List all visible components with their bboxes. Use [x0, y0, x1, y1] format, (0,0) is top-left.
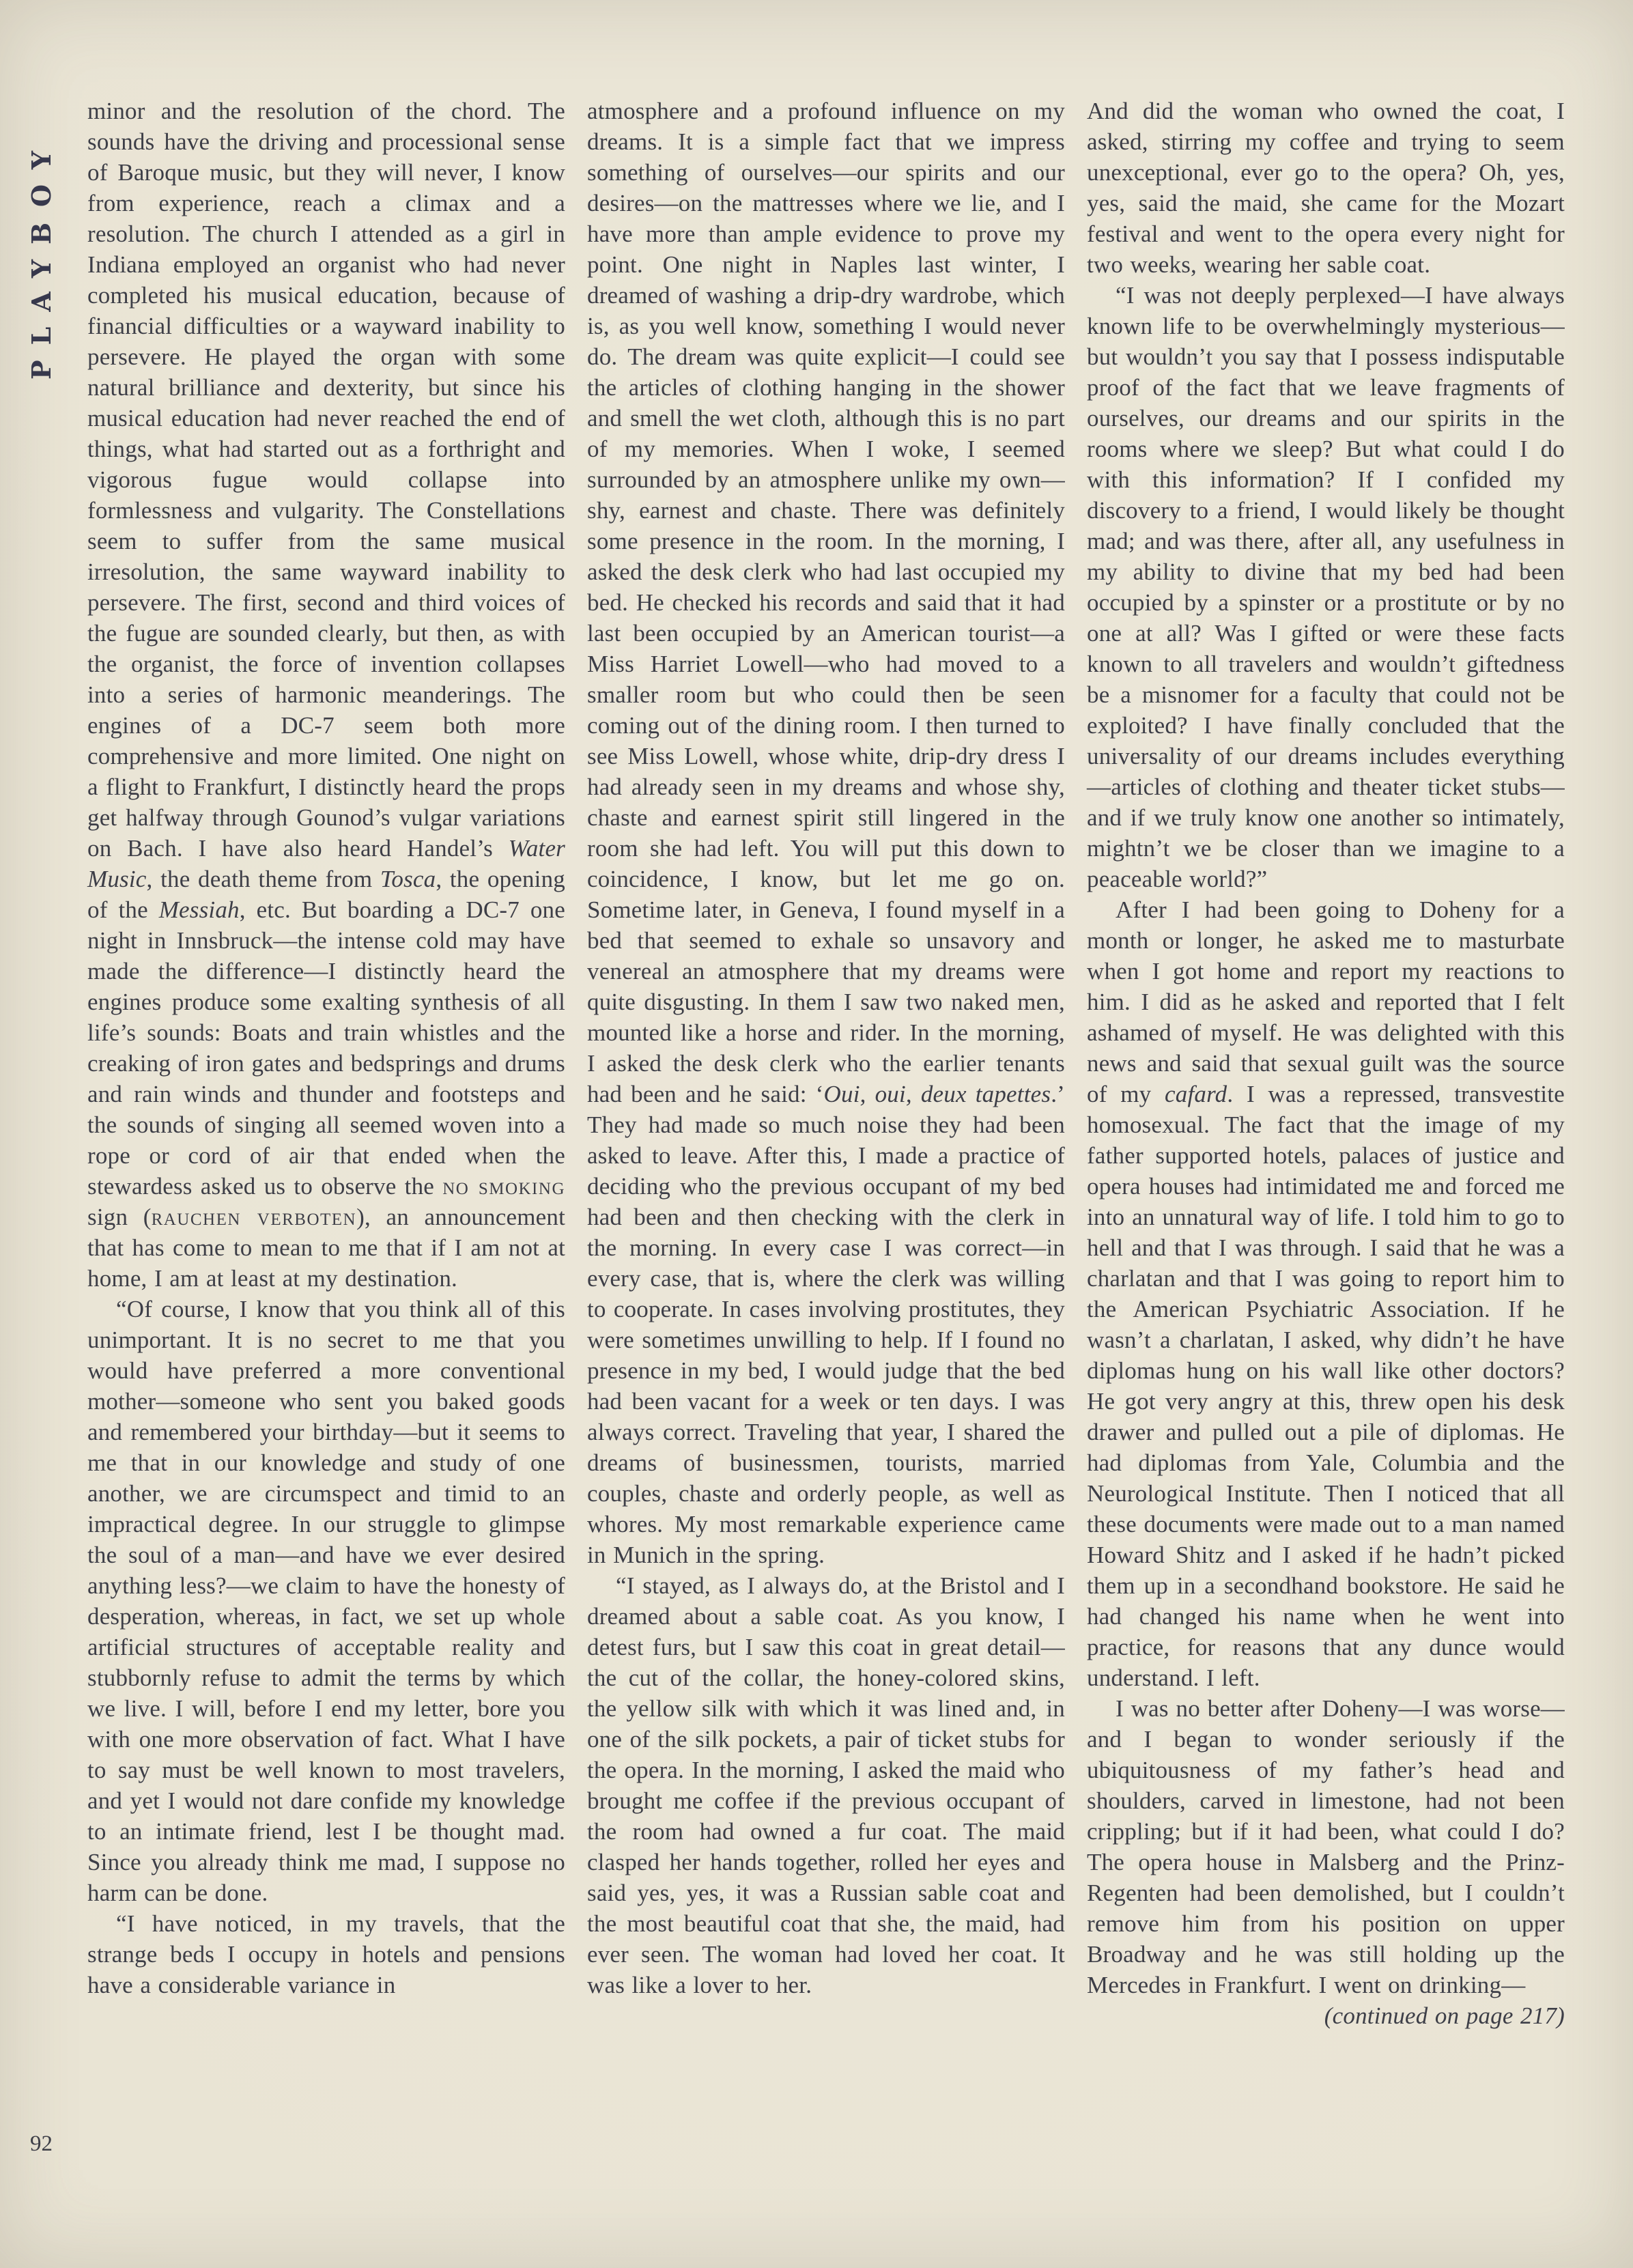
text-column-1	[87, 96, 565, 2031]
paragraph: “Of course, I know that you think all of this unimportant. It is no secret to me that you would have preferred a more conventional mother—someone who sent you baked goods and remembered your birthday—but it seems to me that in our knowledge and study of one another, we are circumspect and timid to an impractical degree. In our struggle to glimpse the soul of a man—and have we ever desired anything less?—we claim to have the honesty of desperation, whereas, in fact, we set up whole artificial structures of acceptable reality and stubbornly refuse to admit the terms by which we live. I will, before I end my letter, bore you with one more observation of fact. What I have to say must be well known to most travelers, and yet I would not dare confide my knowledge to an intimate friend, lest I be thought mad. Since you already think me mad, I suppose no harm can be done.	[87, 1296, 565, 1906]
text-column-3	[1087, 96, 1565, 2031]
text-column-2	[587, 96, 1065, 2031]
paragraph: And did the woman who owned the coat, I asked, stirring my coffee and trying to seem unexceptional, ever go to the opera? Oh, yes, yes, said the maid, she came for the Mozart festival and went to the opera every night for two weeks, wearing her sable coat.	[1087, 98, 1565, 278]
paragraph: I was no better after Doheny—I was worse—and I began to wonder seriously if the ubiquitousness of my father’s head and shoulders, carved in limestone, had not been crippling; but if it had been, what could I do? The opera house in Malsberg and the Prinz-Regenten had been demolished, but I couldn’t remove him from his position on upper Broadway and he was still holding up the Mercedes in Frankfurt. I went on drinking—	[1087, 1695, 1565, 1998]
magazine-logo-vertical: PLAYBOY	[26, 135, 57, 380]
paragraph: “I was not deeply perplexed—I have always known life to be overwhelmingly mysterious—but wouldn’t you say that I possess indisputable proof of the fact that we leave fragments of ourselves, our dreams and our spirits in the rooms where we sleep? But what could I do with this information? If I confided my discovery to a friend, I would likely be thought mad; and was there, after all, any usefulness in my ability to divine that my bed had been occupied by a spinster or a prostitute or by no one at all? Was I gifted or were these facts known to all travelers and wouldn’t giftedness be a misnomer for a faculty that could not be exploited? I have finally concluded that the universality of our dreams includes everything—articles of clothing and theater ticket stubs—and if we truly know one another so intimately, mightn’t we be closer than we imagine to a peaceable world?”	[1087, 282, 1565, 892]
paragraph: minor and the resolution of the chord. The sounds have the driving and processional sense of Baroque music, but they will never, I know from experience, reach a climax and a resolution. The church I attended as a girl in Indiana employed an organist who had never completed his musical education, because of financial difficulties or a wayward inability to persevere. He played the organ with some natural brilliance and dexterity, but since his musical education had never reached the end of things, what had started out as a forthright and vigorous fugue would collapse into formlessness and vulgarity. The Constellations seem to suffer from the same musical irresolution, the same wayward inability to persevere. The first, second and third voices of the fugue are sounded clearly, but then, as with the organist, the force of invention collapses into a series of harmonic meanderings. The engines of a DC-7 seem both more comprehensive and more limited. One night on a flight to Frankfurt, I distinctly heard the props get halfway through Gounod’s vulgar variations on Bach. I have also heard Handel’s Water Music, the death theme from Tosca, the opening of the Messiah, etc. But boarding a DC-7 one night in Innsbruck—the intense cold may have made the difference—I distinctly heard the engines produce some exalting synthesis of all life’s sounds: Boats and train whistles and the creaking of iron gates and bedsprings and drums and rain winds and thunder and footsteps and the sounds of singing all seemed woven into a rope or cord of air that ended when the stewardess asked us to observe the no smoking sign (rauchen verboten), an announcement that has come to mean to me that if I am not at home, I am at least at my destination.	[87, 98, 565, 1292]
continued-note: (continued on page 217)	[1324, 2002, 1565, 2029]
paragraph: “I have noticed, in my travels, that the strange beds I occupy in hotels and pensions have a considerable variance in	[87, 1910, 565, 1998]
paragraph: atmosphere and a profound influence on my dreams. It is a simple fact that we impress something of ourselves—our spirits and our desires—on the mattresses where we lie, and I have more than ample evidence to prove my point. One night in Naples last winter, I dreamed of washing a drip-dry wardrobe, which is, as you well know, something I would never do. The dream was quite explicit—I could see the articles of clothing hanging in the shower and smell the wet cloth, although this is no part of my memories. When I woke, I seemed surrounded by an atmosphere unlike my own—shy, earnest and chaste. There was definitely some presence in the room. In the morning, I asked the desk clerk who had last occupied my bed. He checked his records and said that it had last been occupied by an American tourist—a Miss Harriet Lowell—who had moved to a smaller room but who could then be seen coming out of the dining room. I then turned to see Miss Lowell, whose white, drip-dry dress I had already seen in my dreams and whose shy, chaste and earnest spirit still lingered in the room she had left. You will put this down to coincidence, I know, but let me go on. Sometime later, in Geneva, I found myself in a bed that seemed to exhale so unsavory and venereal an atmosphere that my dreams were quite disgusting. In them I saw two naked men, mounted like a horse and rider. In the morning, I asked the desk clerk who the earlier tenants had been and he said: ‘Oui, oui, deux tapettes.’ They had made so much noise they had been asked to leave. After this, I made a practice of deciding who the previous occupant of my bed had been and then checking with the clerk in the morning. In every case I was correct—in every case, that is, where the clerk was willing to cooperate. In cases involving prostitutes, they were sometimes unwilling to help. If I found no presence in my bed, I would judge that the bed had been vacant for a week or ten days. I was always correct. Traveling that year, I shared the dreams of businessmen, tourists, married couples, chaste and orderly people, as well as whores. My most remarkable experience came in Munich in the spring.	[587, 98, 1065, 1568]
page-number: 92	[30, 2131, 53, 2156]
article-body	[87, 96, 1565, 2031]
paragraph: “I stayed, as I always do, at the Bristol and I dreamed about a sable coat. As you know, I detest furs, but I saw this coat in great detail—the cut of the collar, the honey-colored skins, the yellow silk with which it was lined and, in one of the silk pockets, a pair of ticket stubs for the opera. In the morning, I asked the maid who brought me coffee if the previous occupant of the room had owned a fur coat. The maid clasped her hands together, rolled her eyes and said yes, yes, it was a Russian sable coat and the most beautiful coat that she, the maid, had ever seen. The woman had loved her coat. It was like a lover to her.	[587, 1572, 1065, 1998]
paragraph: After I had been going to Doheny for a month or longer, he asked me to masturbate when I got home and report my reactions to him. I did as he asked and reported that I felt ashamed of myself. He was delighted with this news and said that sexual guilt was the source of my cafard. I was a repressed, transvestite homosexual. The fact that the image of my father supported hotels, palaces of justice and opera houses had intimidated me and forced me into an unnatural way of life. I told him to go to hell and that I was through. I said that he was a charlatan and that I was going to report him to the American Psychiatric Association. If he wasn’t a charlatan, I asked, why didn’t he have diplomas hung on his wall like other doctors? He got very angry at this, threw open his desk drawer and pulled out a pile of diplomas. He had diplomas from Yale, Columbia and the Neurological Institute. Then I noticed that all these documents were made out to a man named Howard Shitz and I asked if he hadn’t picked them up in a secondhand bookstore. He said he had changed his name when he went into practice, for reasons that any dunce would understand. I left.	[1087, 896, 1565, 1691]
